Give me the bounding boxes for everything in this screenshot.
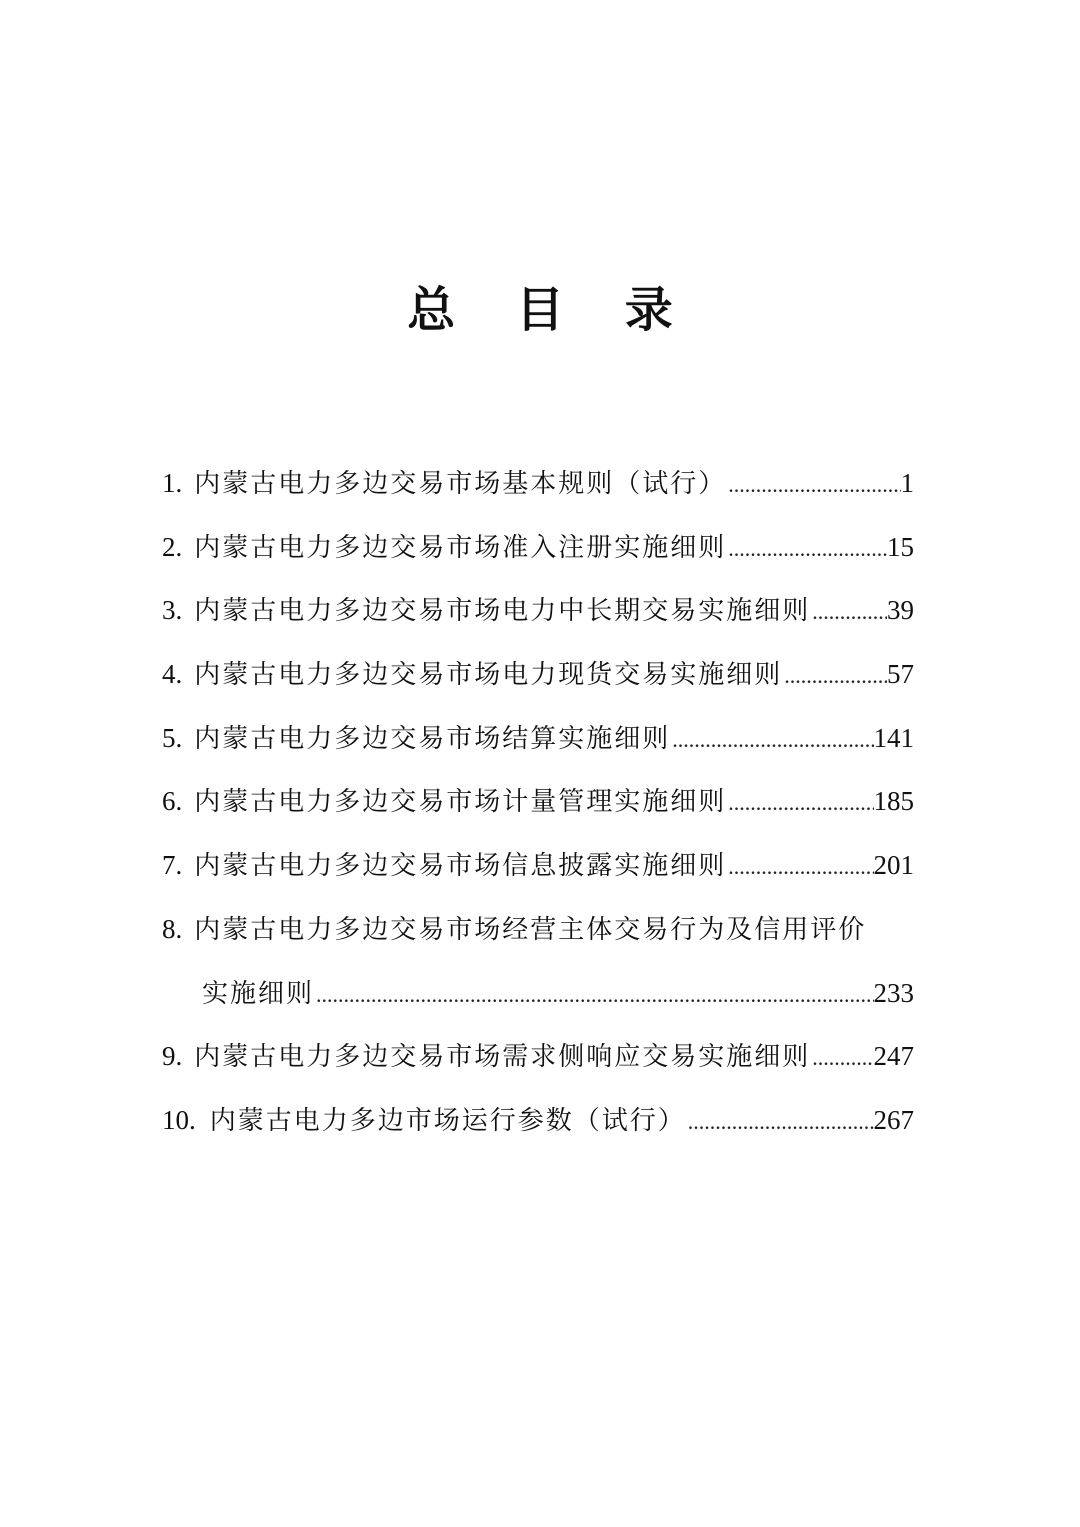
toc-entry-10[interactable] bbox=[162, 1095, 914, 1159]
toc-leader-dots bbox=[670, 715, 873, 765]
table-of-contents bbox=[162, 458, 914, 1159]
toc-entry-3[interactable] bbox=[162, 585, 914, 649]
toc-entry-title: 内蒙古电力多边交易市场经营主体交易行为及信用评价 bbox=[194, 914, 867, 945]
toc-entry-7[interactable] bbox=[162, 840, 914, 904]
toc-entry-9[interactable] bbox=[162, 1031, 914, 1095]
toc-entry-page: 201 bbox=[873, 850, 914, 881]
toc-entry-title: 内蒙古电力多边交易市场电力现货交易实施细则 bbox=[194, 660, 783, 691]
toc-leader-dots bbox=[726, 842, 873, 892]
toc-leader-dots bbox=[782, 651, 887, 701]
toc-leader-dots bbox=[810, 1033, 873, 1083]
toc-entry-1[interactable] bbox=[162, 458, 914, 522]
toc-entry-page: 233 bbox=[873, 977, 914, 1008]
toc-entry-title: 内蒙古电力多边交易市场准入注册实施细则 bbox=[194, 532, 727, 563]
toc-entry-number: 4. bbox=[162, 659, 183, 690]
toc-entry-number: 9. bbox=[162, 1041, 183, 1072]
toc-entry-title-continuation: 实施细则 bbox=[202, 978, 315, 1009]
toc-entry-6[interactable] bbox=[162, 776, 914, 840]
toc-leader-dots bbox=[810, 587, 887, 637]
toc-entry-5[interactable] bbox=[162, 713, 914, 777]
toc-entry-page: 1 bbox=[900, 468, 914, 498]
toc-entry-title: 内蒙古电力多边市场运行参数（试行） bbox=[209, 1105, 686, 1136]
toc-leader-dots bbox=[726, 524, 887, 574]
toc-entry-page: 57 bbox=[887, 659, 914, 690]
toc-entry-number: 5. bbox=[162, 722, 183, 753]
toc-entry-title: 内蒙古电力多边交易市场计量管理实施细则 bbox=[194, 787, 727, 818]
toc-entry-number: 3. bbox=[162, 595, 183, 626]
toc-leader-dots bbox=[314, 970, 873, 1020]
toc-leader-dots bbox=[726, 460, 900, 510]
toc-entry-title: 内蒙古电力多边交易市场结算实施细则 bbox=[194, 723, 671, 754]
toc-entry-number: 2. bbox=[162, 531, 183, 562]
toc-entry-title: 内蒙古电力多边交易市场信息披露实施细则 bbox=[194, 851, 727, 882]
toc-entry-page: 141 bbox=[873, 722, 914, 753]
toc-entry-4[interactable] bbox=[162, 649, 914, 713]
toc-entry-8-continuation[interactable] bbox=[162, 968, 914, 1032]
toc-leader-dots bbox=[686, 1097, 874, 1147]
toc-entry-number: 7. bbox=[162, 850, 183, 881]
toc-entry-page: 15 bbox=[887, 531, 914, 562]
toc-entry-page: 247 bbox=[873, 1041, 914, 1072]
toc-entry-title: 内蒙古电力多边交易市场需求侧响应交易实施细则 bbox=[194, 1042, 811, 1073]
toc-entry-number: 10. bbox=[162, 1104, 196, 1135]
toc-entry-8[interactable] bbox=[162, 904, 914, 968]
toc-entry-number: 6. bbox=[162, 786, 183, 817]
toc-entry-title: 内蒙古电力多边交易市场基本规则（试行） bbox=[194, 469, 727, 499]
toc-entry-page: 185 bbox=[873, 786, 914, 817]
toc-entry-number: 1. bbox=[162, 468, 183, 498]
toc-entry-page: 39 bbox=[887, 595, 914, 626]
toc-entry-title: 内蒙古电力多边交易市场电力中长期交易实施细则 bbox=[194, 596, 811, 627]
toc-leader-dots bbox=[726, 778, 873, 828]
page-title: 总 目 录 bbox=[407, 282, 695, 338]
toc-entry-page: 267 bbox=[873, 1104, 914, 1135]
toc-entry-2[interactable] bbox=[162, 522, 914, 586]
toc-entry-number: 8. bbox=[162, 913, 183, 944]
